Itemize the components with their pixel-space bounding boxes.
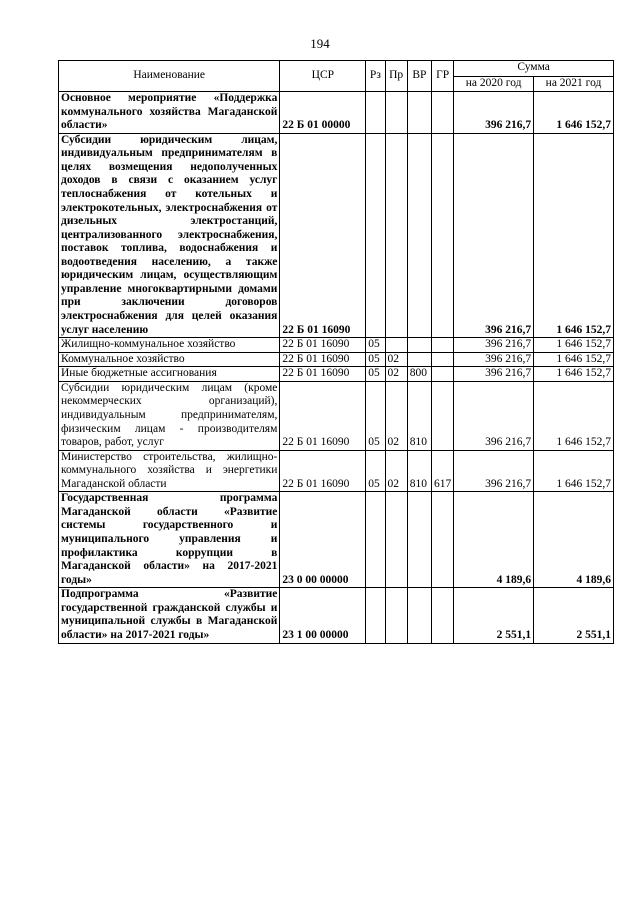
cell-name: Министерство строительства, жилищно-коммунального хозяйства и энергетики Магаданской области <box>59 450 280 492</box>
header-year-2021: на 2021 год <box>534 76 614 92</box>
cell-pr: 02 <box>385 381 407 450</box>
cell-csr: 22 Б 01 00000 <box>280 92 366 134</box>
table-row <box>59 381 614 450</box>
cell-sum-2021: 1 646 152,7 <box>534 381 614 450</box>
cell-vr: 810 <box>407 381 431 450</box>
cell-gr <box>431 133 453 337</box>
cell-gr <box>431 588 453 643</box>
cell-pr: 02 <box>385 367 407 382</box>
cell-pr: 02 <box>385 352 407 367</box>
cell-csr: 22 Б 01 16090 <box>280 352 366 367</box>
cell-csr: 22 Б 01 16090 <box>280 367 366 382</box>
cell-sum-2020: 396 216,7 <box>454 133 534 337</box>
header-sum: Сумма <box>454 61 614 77</box>
cell-rz: 05 <box>366 381 385 450</box>
cell-rz <box>366 133 385 337</box>
header-vr: ВР <box>407 61 431 92</box>
cell-name: Жилищно-коммунальное хозяйство <box>59 338 280 353</box>
cell-csr: 22 Б 01 16090 <box>280 450 366 492</box>
header-rz: Рз <box>366 61 385 92</box>
cell-gr <box>431 92 453 134</box>
cell-sum-2021: 1 646 152,7 <box>534 450 614 492</box>
cell-rz: 05 <box>366 352 385 367</box>
cell-vr: 810 <box>407 450 431 492</box>
cell-rz: 05 <box>366 450 385 492</box>
cell-pr <box>385 133 407 337</box>
cell-vr: 800 <box>407 367 431 382</box>
cell-gr <box>431 338 453 353</box>
table-row <box>59 450 614 492</box>
header-year-2020: на 2020 год <box>454 76 534 92</box>
page-number: 194 <box>310 36 330 51</box>
cell-csr: 22 Б 01 16090 <box>280 133 366 337</box>
cell-sum-2021: 1 646 152,7 <box>534 367 614 382</box>
cell-name: Основное мероприятие «Поддержка коммунального хозяйства Магаданской области» <box>59 92 280 134</box>
cell-gr <box>431 381 453 450</box>
header-pr: Пр <box>385 61 407 92</box>
cell-vr <box>407 338 431 353</box>
cell-vr <box>407 588 431 643</box>
table-row <box>59 92 614 134</box>
cell-sum-2021: 1 646 152,7 <box>534 133 614 337</box>
budget-table <box>58 60 614 644</box>
cell-pr: 02 <box>385 450 407 492</box>
header-name: Наименование <box>59 61 280 92</box>
cell-pr <box>385 492 407 588</box>
cell-pr <box>385 588 407 643</box>
cell-gr <box>431 352 453 367</box>
header-gr: ГР <box>431 61 453 92</box>
cell-sum-2020: 2 551,1 <box>454 588 534 643</box>
cell-vr <box>407 92 431 134</box>
cell-rz: 05 <box>366 338 385 353</box>
cell-csr: 22 Б 01 16090 <box>280 338 366 353</box>
cell-vr <box>407 133 431 337</box>
cell-gr <box>431 492 453 588</box>
table-row <box>59 338 614 353</box>
cell-gr <box>431 367 453 382</box>
cell-vr <box>407 492 431 588</box>
cell-name: Иные бюджетные ассигнования <box>59 367 280 382</box>
table-body <box>59 92 614 644</box>
table-row <box>59 588 614 643</box>
cell-sum-2021: 1 646 152,7 <box>534 92 614 134</box>
cell-sum-2021: 1 646 152,7 <box>534 352 614 367</box>
cell-pr <box>385 92 407 134</box>
cell-vr <box>407 352 431 367</box>
cell-sum-2021: 1 646 152,7 <box>534 338 614 353</box>
cell-name: Подпрограмма «Развитие государственной гражданской службы и муниципальной службы в Магаданской области» на 2017-2021 годы» <box>59 588 280 643</box>
header-csr: ЦСР <box>280 61 366 92</box>
cell-sum-2020: 396 216,7 <box>454 92 534 134</box>
cell-rz <box>366 492 385 588</box>
cell-sum-2020: 396 216,7 <box>454 352 534 367</box>
cell-rz <box>366 588 385 643</box>
cell-name: Коммунальное хозяйство <box>59 352 280 367</box>
cell-csr: 23 0 00 00000 <box>280 492 366 588</box>
cell-rz <box>366 92 385 134</box>
cell-sum-2020: 396 216,7 <box>454 338 534 353</box>
cell-sum-2020: 4 189,6 <box>454 492 534 588</box>
table-row <box>59 367 614 382</box>
cell-pr <box>385 338 407 353</box>
cell-sum-2021: 4 189,6 <box>534 492 614 588</box>
cell-name: Государственная программа Магаданской области «Развитие системы государственного и муниципального управления и профилактика коррупции в Магаданской области» на 2017-2021 годы» <box>59 492 280 588</box>
cell-sum-2020: 396 216,7 <box>454 381 534 450</box>
cell-rz: 05 <box>366 367 385 382</box>
cell-name: Субсидии юридическим лицам, индивидуальным предпринимателям в целях возмещения недополученных доходов в связи с оказанием услуг теплоснабжения от котельных и электрокотельных, электроснабжения от дизельных электростанций, централизованного электроснабжения, поставок топлива, водоснабжения и водоотведения населению, а также юридическим лицам, осуществляющим управление многоквартирными домами при заключении договоров электроснабжения для целей оказания услуг населению <box>59 133 280 337</box>
cell-sum-2020: 396 216,7 <box>454 450 534 492</box>
cell-name: Субсидии юридическим лицам (кроме некоммерческих организаций), индивидуальным предпринимателям, физическим лицам - производителям товаров, работ, услуг <box>59 381 280 450</box>
cell-sum-2020: 396 216,7 <box>454 367 534 382</box>
cell-gr: 617 <box>431 450 453 492</box>
cell-sum-2021: 2 551,1 <box>534 588 614 643</box>
table-row <box>59 352 614 367</box>
cell-csr: 22 Б 01 16090 <box>280 381 366 450</box>
table-row <box>59 133 614 337</box>
cell-csr: 23 1 00 00000 <box>280 588 366 643</box>
table-row <box>59 492 614 588</box>
